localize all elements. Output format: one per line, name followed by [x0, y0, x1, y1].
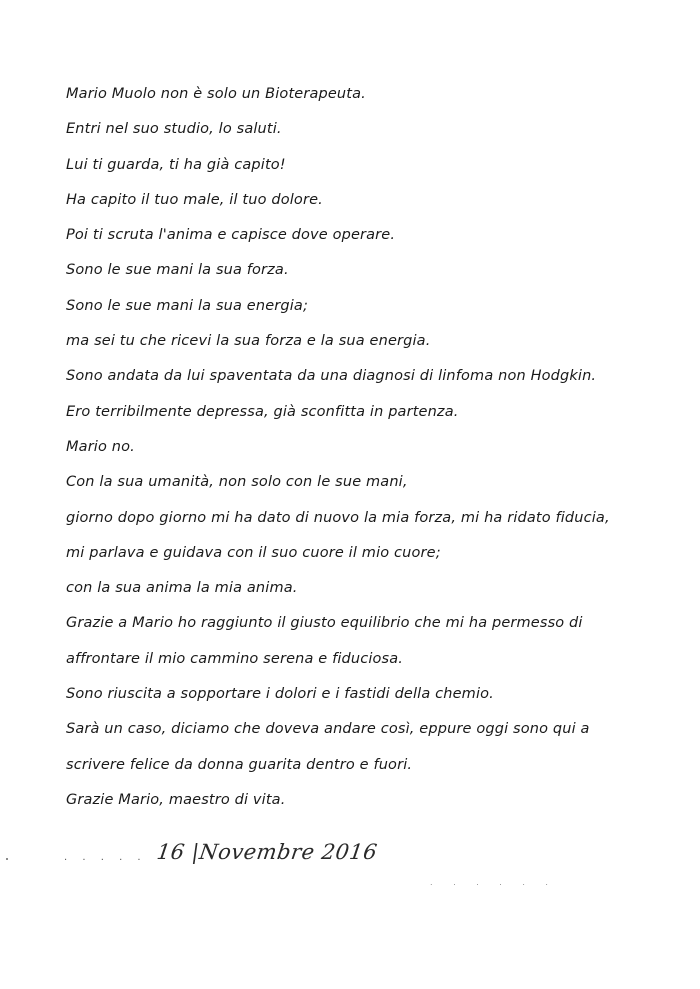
- leading-marks: . . . . .: [64, 852, 147, 863]
- letter-line: Sono riuscita a sopportare i dolori e i fastidi della chemio.: [66, 686, 494, 703]
- letter-line: Con la sua umanità, non solo con le sue mani,: [66, 474, 408, 491]
- letter-line: Lui ti guarda, ti ha già capito!: [66, 156, 286, 173]
- letter-body: [66, 82, 666, 823]
- letter-line: ma sei tu che ricevi la sua forza e la sua energia.: [66, 333, 431, 350]
- letter-line: Grazie a Mario ho raggiunto il giusto equilibrio che mi ha permesso di: [66, 615, 583, 632]
- letter-line: affrontare il mio cammino serena e fiduciosa.: [66, 650, 404, 667]
- letter-line: scrivere felice da donna guarita dentro e fuori.: [66, 756, 413, 773]
- stray-mark: [6, 858, 8, 860]
- letter-line: Sarà un caso, diciamo che doveva andare così, eppure oggi sono qui a: [66, 721, 590, 738]
- letter-line: Sono le sue mani la sua forza.: [66, 262, 289, 279]
- letter-line: Ha capito il tuo male, il tuo dolore.: [66, 191, 323, 208]
- date-signature-row: [0, 838, 700, 878]
- letter-line: Poi ti scruta l'anima e capisce dove operare.: [66, 227, 396, 244]
- letter-line: con la sua anima la mia anima.: [66, 580, 298, 597]
- trailing-marks: . . . . . .: [430, 878, 557, 887]
- letter-line: Mario Muolo non è solo un Bioterapeuta.: [66, 86, 366, 102]
- handwritten-date: 16 |Novembre 2016: [155, 840, 379, 864]
- letter-line: mi parlava e guidava con il suo cuore il mio cuore;: [66, 544, 441, 561]
- letter-line: Grazie Mario, maestro di vita.: [66, 791, 286, 808]
- letter-line: giorno dopo giorno mi ha dato di nuovo la mia forza, mi ha ridato fiducia,: [66, 509, 610, 526]
- letter-line: Sono andata da lui spaventata da una diagnosi di linfoma non Hodgkin.: [66, 368, 597, 385]
- letter-line: Sono le sue mani la sua energia;: [66, 297, 308, 314]
- letter-line: Ero terribilmente depressa, già sconfitta in partenza.: [66, 403, 459, 420]
- letter-line: Entri nel suo studio, lo saluti.: [66, 121, 282, 138]
- letter-line: Mario no.: [66, 438, 135, 455]
